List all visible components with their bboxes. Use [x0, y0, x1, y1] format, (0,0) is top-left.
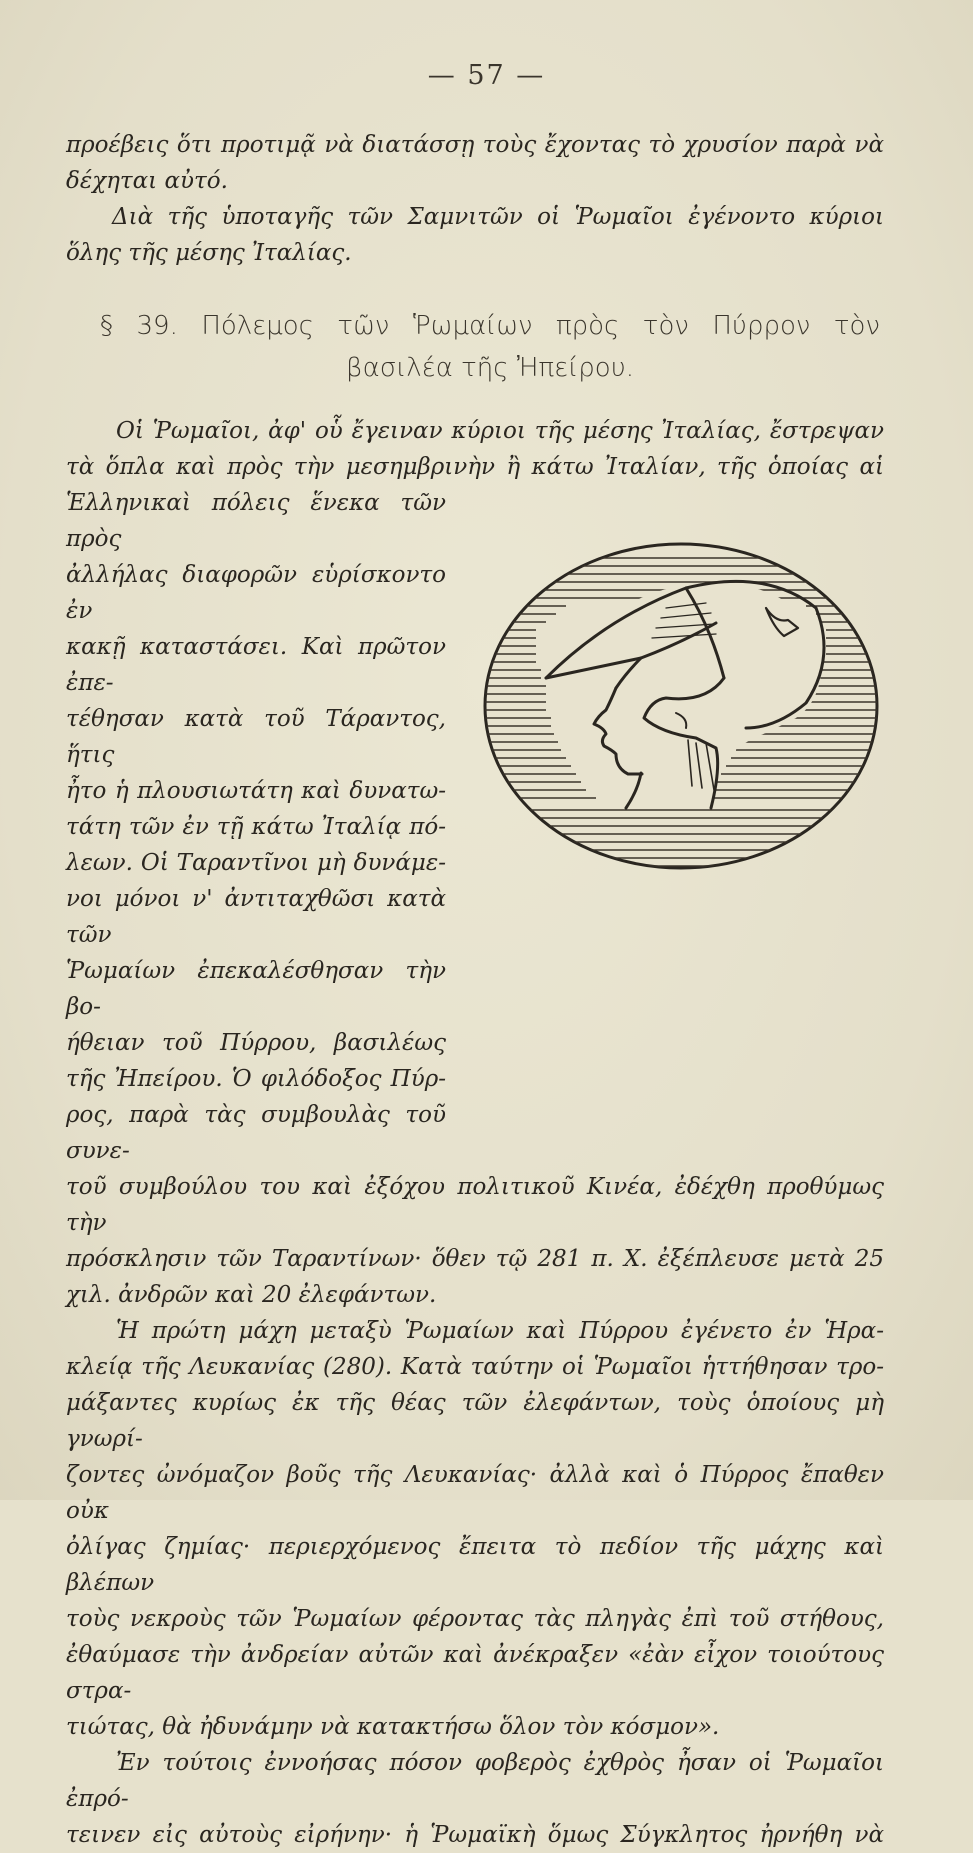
text-line: χιλ. ἀνδρῶν καὶ 20 ἐλεφάντων.	[66, 1282, 437, 1308]
text-line: τοὺς νεκροὺς τῶν Ῥωμαίων φέροντας τὰς πληγὰς ἐπὶ τοῦ στήθους,	[66, 1606, 884, 1632]
text-line: Οἱ Ῥωμαῖοι, ἀφ' οὗ ἔγειναν κύριοι τῆς μέσης Ἰταλίας, ἔστρεψαν	[116, 418, 884, 444]
text-line: ζοντες ὠνόμαζον βοῦς τῆς Λευκανίας· ἀλλὰ καὶ ὁ Πύρρος ἔπαθεν οὐκ	[66, 1462, 884, 1524]
text-line: Ἐν τούτοις ἐννοήσας πόσον φοβερὸς ἐχθρὸς ἦσαν οἱ Ῥωμαῖοι ἐπρό-	[66, 1750, 884, 1812]
text-line: τιώτας, θὰ ἠδυνάμην νὰ κατακτήσω ὅλον τὸν κόσμον».	[66, 1714, 720, 1740]
text-line: Ἑλληνικαὶ πόλεις ἕνεκα τῶν πρὸς	[66, 490, 446, 552]
text-line: νοι μόνοι ν' ἀντιταχθῶσι κατὰ τῶν	[66, 886, 446, 948]
text-line: κλείᾳ τῆς Λευκανίας (280). Κατὰ ταύτην οἱ Ῥωμαῖοι ἡττήθησαν τρο-	[66, 1354, 884, 1380]
text-line: ρος, παρὰ τὰς συμβουλὰς τοῦ συνε-	[66, 1102, 446, 1164]
text-line: πρόσκλησιν τῶν Ταραντίνων· ὅθεν τῷ 281 π. Χ. ἐξέπλευσε μετὰ 25	[66, 1246, 884, 1272]
text-line: μάξαντες κυρίως ἐκ τῆς θέας τῶν ἐλεφάντων, τοὺς ὁποίους μὴ γνωρί-	[66, 1390, 884, 1452]
intro-text	[66, 127, 884, 271]
section-heading	[100, 305, 880, 389]
text-line: ὀλίγας ζημίας· περιερχόμενος ἔπειτα τὸ πεδίον τῆς μάχης καὶ βλέπων	[66, 1534, 884, 1596]
coin-illustration-helmeted-head	[466, 528, 891, 883]
text-line: ὅλης τῆς μέσης Ἰταλίας.	[66, 240, 352, 266]
text-line: τῆς Ἠπείρου. Ὁ φιλόδοξος Πύρ-	[66, 1066, 446, 1092]
text-line: τοῦ συμβούλου του καὶ ἐξόχου πολιτικοῦ Κινέα, ἐδέχθη προθύμως τὴν	[66, 1174, 884, 1236]
text-line: Ῥωμαίων ἐπεκαλέσθησαν τὴν βο-	[66, 958, 446, 1020]
narrow-column	[66, 485, 446, 1169]
text-line: τάτη τῶν ἐν τῇ κάτω Ἰταλίᾳ πό-	[66, 814, 446, 840]
text-line: τέθησαν κατὰ τοῦ Τάραντος, ἥτις	[66, 706, 446, 768]
text-line: προέβεις ὅτι προτιμᾷ νὰ διατάσσῃ τοὺς ἔχοντας τὸ χρυσίον παρὰ νὰ	[66, 132, 884, 158]
page-number: — 57 —	[427, 60, 546, 91]
text-line: ἐθαύμασε τὴν ἀνδρείαν αὐτῶν καὶ ἀνέκραξεν «ἐὰν εἶχον τοιούτους στρα-	[66, 1642, 884, 1704]
text-line: λεων. Οἱ Ταραντῖνοι μὴ δυνάμε-	[66, 850, 446, 876]
text-line: τεινεν εἰς αὐτοὺς εἰρήνην· ἡ Ῥωμαϊκὴ ὅμως Σύγκλητος ἠρνήθη νὰ	[66, 1822, 884, 1848]
text-line: ήθειαν τοῦ Πύρρου, βασιλέως	[66, 1030, 446, 1056]
heading-line: § 39. Πόλεμος τῶν Ῥωμαίων πρὸς τὸν Πύρρον τὸν	[100, 311, 880, 341]
text-line: κακῇ καταστάσει. Καὶ πρῶτον ἐπε-	[66, 634, 446, 696]
text-line: Ἡ πρώτη μάχη μεταξὺ Ῥωμαίων καὶ Πύρρου ἐγένετο ἐν Ἡρα-	[116, 1318, 884, 1344]
text-line: τὰ ὅπλα καὶ πρὸς τὴν μεσημβρινὴν ἢ κάτω Ἰταλίαν, τῆς ὁποίας αἱ	[66, 454, 884, 480]
text-line: Διὰ τῆς ὑποταγῆς τῶν Σαμνιτῶν οἱ Ῥωμαῖοι ἐγένοντο κύριοι	[112, 204, 884, 230]
text-line: δέχηται αὐτό.	[66, 168, 228, 194]
text-line: ἀλλήλας διαφορῶν εὑρίσκοντο ἐν	[66, 562, 446, 624]
text-line: ἦτο ἡ πλουσιωτάτη καὶ δυνατω-	[66, 778, 446, 804]
heading-line: βασιλέα τῆς Ἠπείρου.	[345, 353, 635, 383]
